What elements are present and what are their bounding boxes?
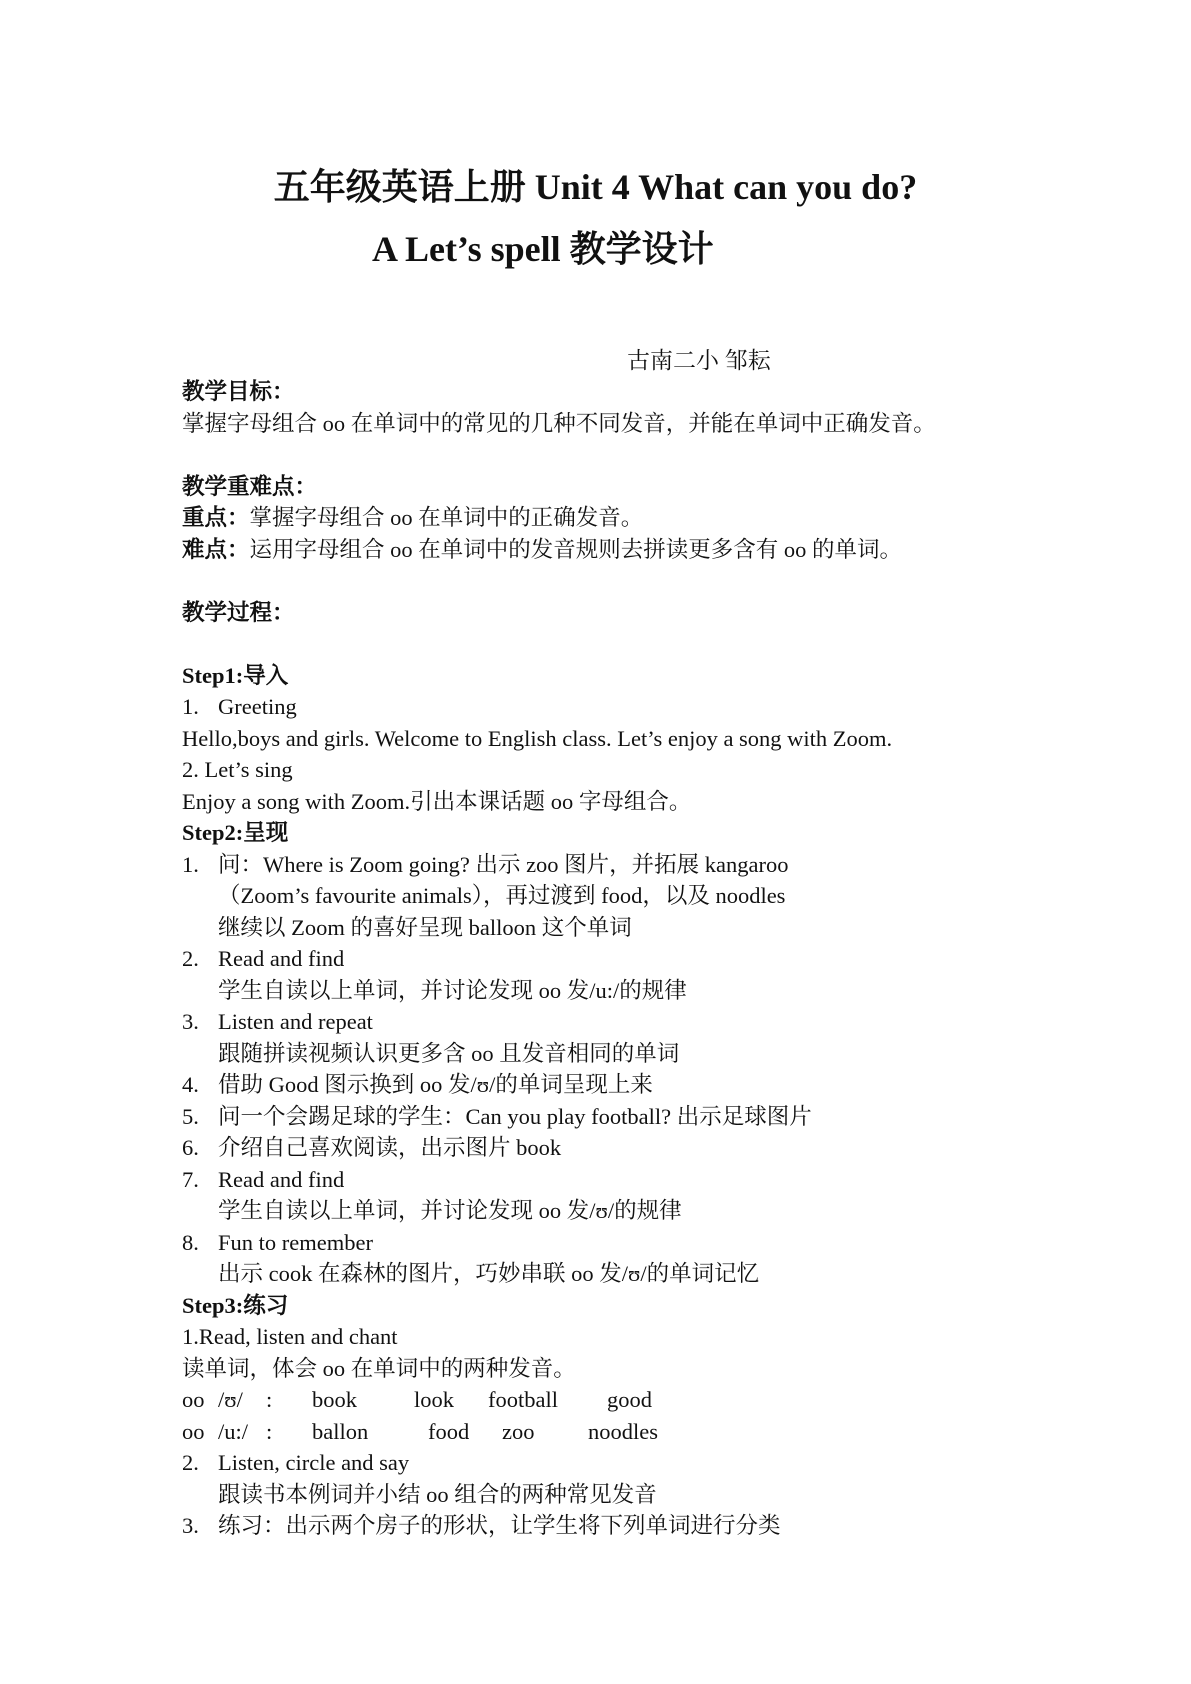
step2-item-line <box>182 1258 1062 1290</box>
example-word: zoo <box>502 1418 535 1444</box>
step2-item-text: Fun to remember <box>218 1229 373 1255</box>
step3-title: Step3:练习 <box>182 1292 289 1318</box>
step1-item1-text: Hello,boys and girls. Welcome to English class. Let’s enjoy a song with Zoom. <box>182 725 893 751</box>
step2-item-text: 借助 Good 图示换到 oo 发/ʊ/的单词呈现上来 <box>218 1072 653 1097</box>
example-word: noodles <box>588 1418 658 1444</box>
step3-item2-label: Listen, circle and say <box>218 1450 410 1475</box>
step1-item2-text: Enjoy a song with Zoom.引出本课话题 oo 字母组合。 <box>182 788 692 814</box>
step2-item-line <box>182 912 1062 944</box>
example-word: book <box>312 1387 357 1412</box>
step1-item1 <box>182 691 1062 723</box>
step2-item-text: 问：Where is Zoom going? 出示 zoo 图片，并拓展 kangaroo <box>218 851 789 877</box>
focus-label: 重点： <box>182 505 250 530</box>
list-number: 1. <box>182 694 199 719</box>
step2-item-line <box>182 1101 1062 1133</box>
colon: : <box>266 1418 273 1444</box>
step3-item1: 1.Read, listen and chant <box>182 1324 398 1349</box>
list-number: 2. <box>182 1450 199 1475</box>
phonics-row-long <box>182 1416 1062 1448</box>
step2-item-text: 跟随拼读视频认识更多含 oo 且发音相同的单词 <box>218 1040 680 1066</box>
step3-item1-text: 读单词，体会 oo 在单词中的两种发音。 <box>182 1355 576 1381</box>
step2-item-text: 学生自读以上单词，并讨论发现 oo 发/ʊ/的规律 <box>218 1198 682 1223</box>
example-word: ballon <box>312 1418 369 1444</box>
difficulty-label: 难点： <box>182 536 250 562</box>
list-number: 2. <box>182 946 199 971</box>
list-number: 1. <box>182 851 199 877</box>
key-points-heading: 教学重难点： <box>182 473 318 499</box>
author-line: 古南二小 邹耘 <box>627 348 771 373</box>
step2-item-line <box>182 1164 1062 1196</box>
step1-item1-label: Greeting <box>218 694 297 719</box>
list-number: 8. <box>182 1229 199 1255</box>
example-word: good <box>607 1387 652 1412</box>
list-number: 5. <box>182 1103 199 1129</box>
step2-item-line <box>182 1227 1062 1259</box>
list-number: 4. <box>182 1072 199 1097</box>
objectives-text: 掌握字母组合 oo 在单词中的常见的几种不同发音，并能在单词中正确发音。 <box>182 410 936 436</box>
step2-item-line <box>182 1069 1062 1101</box>
list-number: 6. <box>182 1135 199 1160</box>
document-subtitle: A Let’s spell 教学设计 <box>372 229 714 269</box>
step2-item-text: 问一个会踢足球的学生：Can you play football? 出示足球图片 <box>218 1103 812 1129</box>
example-word: food <box>428 1418 470 1444</box>
example-word: football <box>488 1387 558 1412</box>
step2-item-line <box>182 943 1062 975</box>
list-number: 7. <box>182 1166 199 1192</box>
list-number: 3. <box>182 1513 199 1538</box>
document-title: 五年级英语上册 Unit 4 What can you do? <box>273 167 918 207</box>
step2-title: Step2:呈现 <box>182 820 289 845</box>
phonics-row-short <box>182 1384 1062 1416</box>
step2-item-line <box>182 1132 1062 1164</box>
oo-label: oo <box>182 1387 205 1412</box>
example-word: look <box>414 1387 455 1412</box>
step2-item-line <box>182 1006 1062 1038</box>
colon: : <box>266 1387 273 1412</box>
oo-label: oo <box>182 1418 205 1444</box>
difficulty-text: 运用字母组合 oo 在单词中的发音规则去拼读更多含有 oo 的单词。 <box>249 536 903 562</box>
step3-item2-text: 跟读书本例词并小结 oo 组合的两种常见发音 <box>218 1481 657 1507</box>
objectives-heading: 教学目标： <box>182 379 295 404</box>
step2-item-text: Read and find <box>218 1166 345 1192</box>
process-heading: 教学过程： <box>182 599 295 625</box>
ipa-short: /ʊ/ <box>218 1387 243 1412</box>
step2-item-line <box>182 849 1062 881</box>
step2-item-text: 介绍自己喜欢阅读，出示图片 book <box>218 1135 562 1160</box>
list-number: 3. <box>182 1009 199 1034</box>
ipa-long: /u:/ <box>218 1418 249 1444</box>
step2-list <box>182 849 1062 1290</box>
step3-item3 <box>182 1510 1062 1542</box>
step2-item-text: 继续以 Zoom 的喜好呈现 balloon 这个单词 <box>218 914 632 940</box>
difficulty-line <box>182 534 1062 566</box>
step3-item2 <box>182 1447 1062 1479</box>
focus-text: 掌握字母组合 oo 在单词中的正确发音。 <box>249 505 644 530</box>
step2-item-line <box>182 1195 1062 1227</box>
step2-item-text: Read and find <box>218 946 345 971</box>
document-body <box>182 376 1062 1542</box>
step2-item-line <box>182 975 1062 1007</box>
step2-item-line <box>182 1038 1062 1070</box>
step2-item-text: Listen and repeat <box>218 1009 373 1034</box>
step3-item3-label: 练习：出示两个房子的形状，让学生将下列单词进行分类 <box>218 1513 781 1538</box>
step2-item-text: 学生自读以上单词，并讨论发现 oo 发/u:/的规律 <box>218 977 687 1003</box>
step2-item-text: 出示 cook 在森林的图片，巧妙串联 oo 发/ʊ/的单词记忆 <box>218 1261 760 1286</box>
step1-item2: 2. Let’s sing <box>182 757 293 782</box>
step2-item-line <box>182 880 1062 912</box>
focus-line <box>182 502 1062 534</box>
step1-title: Step1:导入 <box>182 662 289 688</box>
step2-item-text: （Zoom’s favourite animals），再过渡到 food，以及 noodles <box>218 883 786 908</box>
